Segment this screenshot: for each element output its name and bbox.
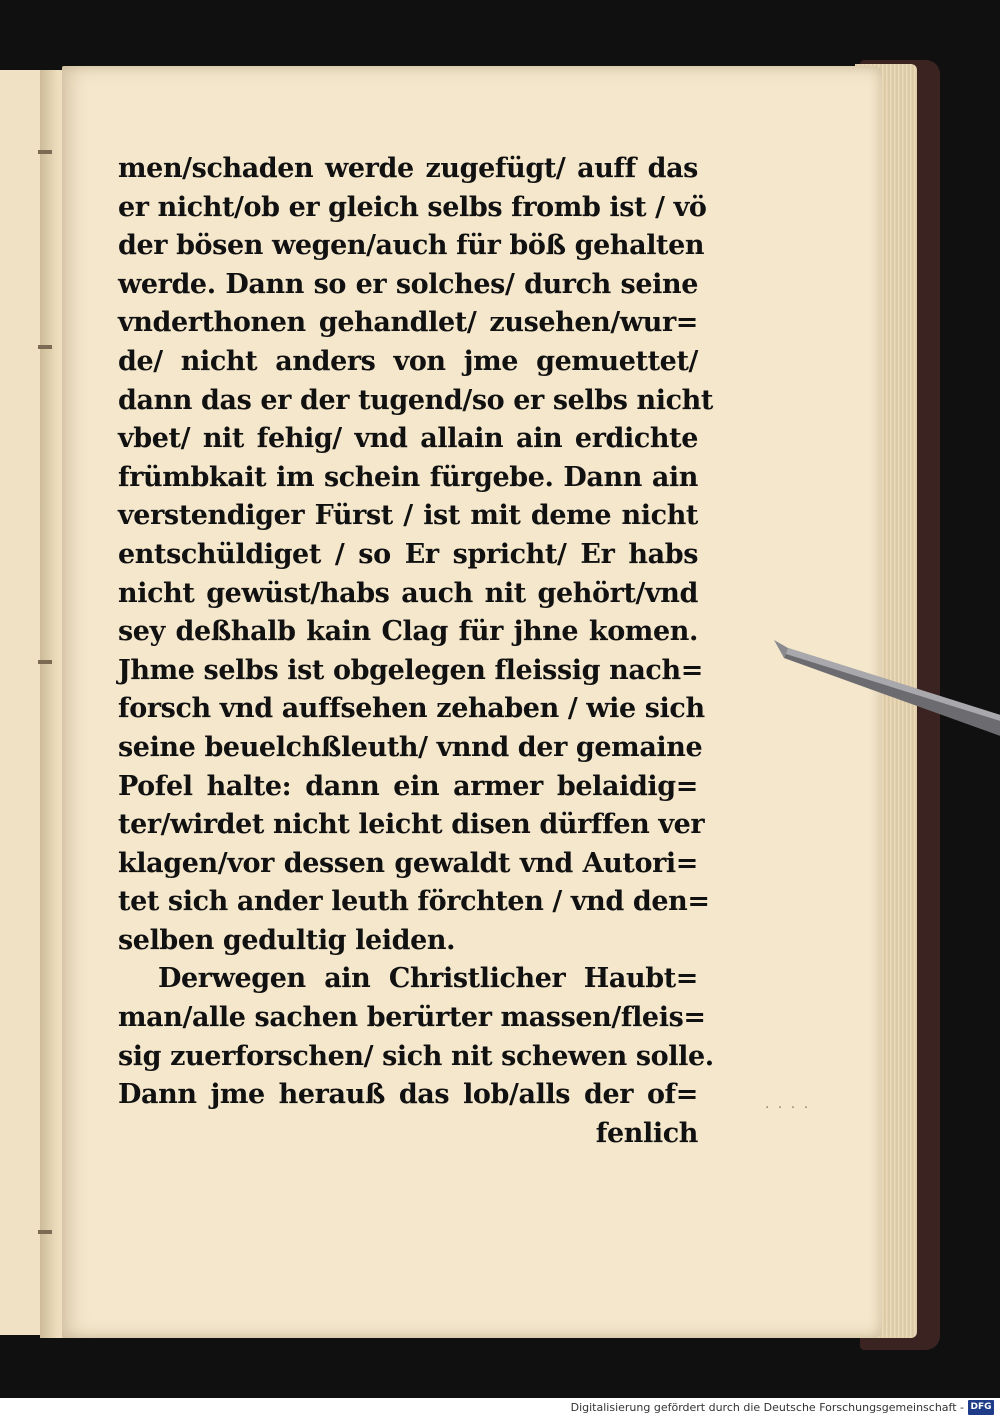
text-line: der bösen wegen/auch für böß gehalten <box>118 230 705 262</box>
text-line: forsch vnd auffsehen zehaben / wie sich <box>118 693 705 725</box>
text-line: seine beuelchßleuth/ vnnd der gemaine <box>118 731 703 763</box>
text-line: Dann jme herauß das lob/alls der of= <box>118 1079 698 1111</box>
binding-stitch <box>38 345 52 349</box>
text-line: werde. Dann so er solches/ durch seine <box>118 268 698 300</box>
text-line: man/alle sachen berürter massen/fleis= <box>118 1002 706 1034</box>
text-line: verstendiger Fürst / ist mit deme nicht <box>118 500 698 532</box>
text-line: dann das er der tugend/so er selbs nicht <box>118 384 713 416</box>
text-line: Jhme selbs ist obgelegen fleissig nach= <box>118 654 703 686</box>
page-marks: · · · · <box>765 1100 811 1116</box>
text-line: selben gedultig leiden. <box>118 924 456 956</box>
page-text <box>118 150 714 1153</box>
text-line: Pofel halte: dann ein armer belaidig= <box>118 770 698 802</box>
footer-credit: Digitalisierung gefördert durch die Deutsche Forschungsgemeinschaft - <box>570 1401 964 1414</box>
binding-stitch <box>38 1230 52 1234</box>
text-line: frümbkait im schein fürgebe. Dann ain <box>118 461 698 493</box>
pointer-stick-icon <box>770 630 1000 760</box>
text-line: tet sich ander leuth förchten / vnd den= <box>118 886 710 918</box>
text-line: er nicht/ob er gleich selbs fromb ist / vö <box>118 191 707 223</box>
binding-stitch <box>38 660 52 664</box>
text-line: nicht gewüst/habs auch nit gehört/vnd <box>118 577 698 609</box>
text-line: sig zuerforschen/ sich nit schewen solle. <box>118 1040 714 1072</box>
text-line: vnderthonen gehandlet/ zusehen/wur= <box>118 307 698 339</box>
text-line: Derwegen ain Christlicher Haubt= <box>158 963 698 995</box>
text-line: klagen/vor dessen gewaldt vnd Autori= <box>118 847 698 879</box>
text-line: men/schaden werde zugefügt/ auff das <box>118 153 698 184</box>
text-line: sey deßhalb kain Clag für jhne komen. <box>118 616 698 648</box>
text-line: fenlich <box>595 1117 698 1149</box>
text-line: vbet/ nit fehig/ vnd allain ain erdichte <box>118 423 698 455</box>
text-line: de/ nicht anders von jme gemuettet/ <box>118 345 698 377</box>
text-line: ter/wirdet nicht leicht disen dürffen ver <box>118 809 705 841</box>
dfg-logo: DFG <box>968 1400 994 1415</box>
text-line: entschüldiget / so Er spricht/ Er habs <box>118 538 698 570</box>
binding-stitch <box>38 150 52 154</box>
